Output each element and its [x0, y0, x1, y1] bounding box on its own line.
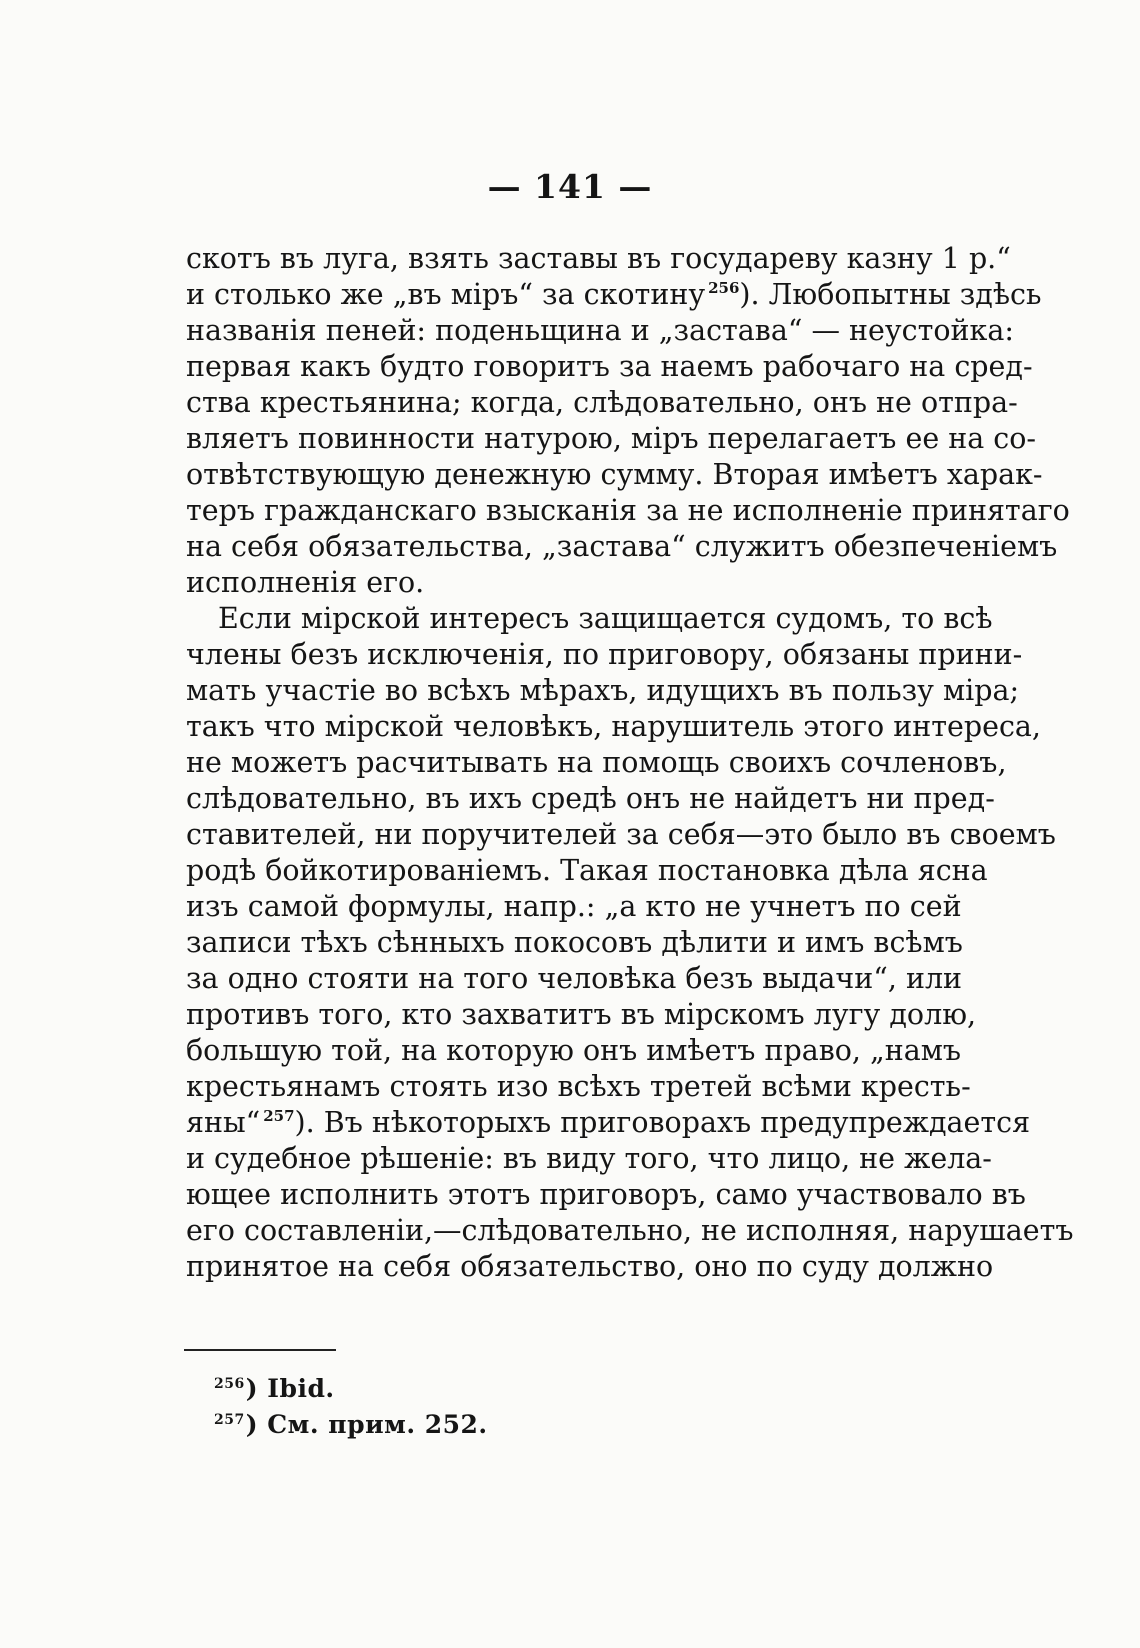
text-line: скотъ въ луга, взять заставы въ государеву казну 1 р.“	[186, 242, 1011, 275]
text-line: такъ что мірской человѣкъ, нарушитель этого интереса,	[186, 710, 1041, 743]
text-line: записи тѣхъ сѣнныхъ покосовъ дѣлити и имъ всѣмъ	[186, 926, 963, 959]
text-line: Если мірской интересъ защищается судомъ, то всѣ	[218, 602, 993, 635]
footnote-ref-257[interactable]: 257	[263, 1107, 295, 1125]
footnote-divider	[184, 1349, 336, 1351]
text-line: крестьянамъ стоять изо всѣхъ третей всѣми кресть-	[186, 1070, 971, 1103]
text-line: ставителей, ни поручителей за себя—это было въ своемъ	[186, 818, 1056, 851]
text-segment: и столько же „въ міръ“ за скотину	[186, 278, 706, 311]
text-line: теръ гражданскаго взысканія за не исполненіе принятаго	[186, 494, 1070, 527]
text-line: первая какъ будто говоритъ за наемъ рабочаго на сред-	[186, 350, 1033, 383]
text-line	[186, 1104, 1031, 1142]
footnote-number: 256	[214, 1376, 245, 1392]
text-line: отвѣтствующую денежную сумму. Вторая имѣетъ харак-	[186, 458, 1043, 491]
text-line: большую той, на которую онъ имѣетъ право, „намъ	[186, 1034, 962, 1067]
text-line: не можетъ расчитывать на помощь своихъ сочленовъ,	[186, 746, 1007, 779]
text-segment: ). Любопытны здѣсь	[739, 278, 1042, 311]
footnote-text: ) Ibid.	[245, 1374, 335, 1403]
text-line: исполненія его.	[186, 566, 425, 599]
text-line	[186, 276, 1042, 314]
text-line: ющее исполнить этотъ приговоръ, само участвовало въ	[186, 1178, 1026, 1211]
page-number: — 141 —	[487, 167, 653, 206]
text-line: противъ того, кто захватитъ въ мірскомъ лугу долю,	[186, 998, 977, 1031]
text-line: мать участіе во всѣхъ мѣрахъ, идущихъ въ пользу міра;	[186, 674, 1020, 707]
footnote-ref-256[interactable]: 256	[708, 279, 740, 297]
text-line: принятое на себя обязательство, оно по суду должно	[186, 1250, 994, 1283]
text-segment: ). Въ нѣкоторыхъ приговорахъ предупреждается	[294, 1106, 1031, 1139]
text-line: вляетъ повинности натурою, міръ перелагаетъ ее на со-	[186, 422, 1037, 455]
text-line: на себя обязательства, „застава“ служитъ обезпеченіемъ	[186, 530, 1058, 563]
footnote-256	[214, 1372, 335, 1406]
text-line: члены безъ исключенія, по приговору, обязаны прини-	[186, 638, 1023, 671]
text-line: и судебное рѣшеніе: въ виду того, что лицо, не жела-	[186, 1142, 992, 1175]
text-line: изъ самой формулы, напр.: „а кто не учнетъ по сей	[186, 890, 962, 923]
text-line: его составленіи,—слѣдовательно, не исполняя, нарушаетъ	[186, 1214, 1074, 1247]
text-line: названія пеней: поденьщина и „застава“ — неустойка:	[186, 314, 1014, 347]
footnote-text: ) См. прим. 252.	[245, 1410, 488, 1439]
text-line: слѣдовательно, въ ихъ средѣ онъ не найдетъ ни пред-	[186, 782, 995, 815]
text-line: ства крестьянина; когда, слѣдовательно, онъ не отпра-	[186, 386, 1018, 419]
footnote-number: 257	[214, 1412, 245, 1428]
text-line: за одно стояти на того человѣка безъ выдачи“, или	[186, 962, 963, 995]
text-line: родѣ бойкотированіемъ. Такая постановка дѣла ясна	[186, 854, 988, 887]
text-segment: яны“	[186, 1106, 261, 1139]
footnote-257	[214, 1408, 488, 1442]
